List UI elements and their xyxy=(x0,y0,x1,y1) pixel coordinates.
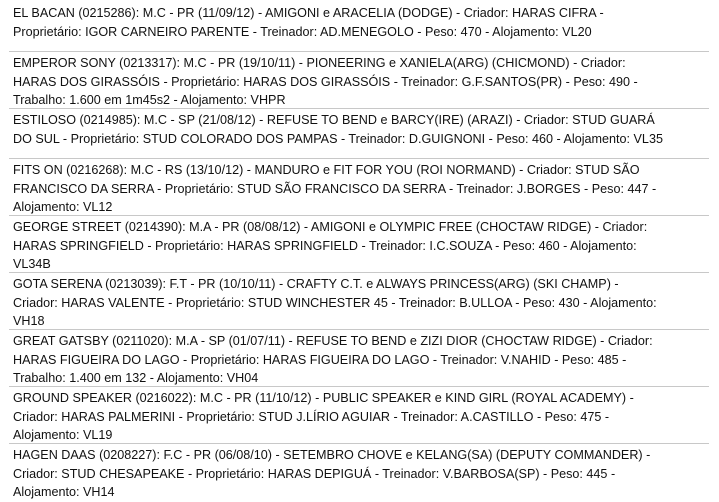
entry-line: EL BACAN (0215286): M.C - PR (11/09/12) - AMIGONI e ARACELIA (DODGE) - Criador: HARAS CIFRA - xyxy=(13,6,604,20)
entry-line: GOTA SERENA (0213039): F.T - PR (10/10/11) - CRAFTY C.T. e ALWAYS PRINCESS(ARG) (SKI CHAMP) - xyxy=(13,277,619,291)
entry-line: Trabalho: 1.600 em 1m45s2 - Alojamento: VHPR xyxy=(13,93,286,107)
entry-line: EMPEROR SONY (0213317): M.C - PR (19/10/11) - PIONEERING e XANIELA(ARG) (CHICMOND) - Criador: xyxy=(13,56,626,70)
entry-fits-on xyxy=(9,159,709,216)
entry-line: ESTILOSO (0214985): M.C - SP (21/08/12) - REFUSE TO BEND e BARCY(IRE) (ARAZI) - Criador: STUD GUARÁ xyxy=(13,113,655,127)
entry-hagen-daas xyxy=(9,444,709,501)
entry-list xyxy=(9,2,709,501)
entry-line: VL34B xyxy=(13,257,51,271)
entry-line: HARAS FIGUEIRA DO LAGO - Proprietário: HARAS FIGUEIRA DO LAGO - Treinador: V.NAHID - Peso: 485 - xyxy=(13,352,627,367)
entry-line: Proprietário: IGOR CARNEIRO PARENTE - Treinador: AD.MENEGOLO - Peso: 470 - Alojamento: VL20 xyxy=(13,24,592,39)
entry-line: HAGEN DAAS (0208227): F.C - PR (06/08/10) - SETEMBRO CHOVE e KELANG(SA) (DEPUTY COMMANDER) - xyxy=(13,448,651,462)
entry-line: HARAS SPRINGFIELD - Proprietário: HARAS SPRINGFIELD - Treinador: I.C.SOUZA - Peso: 460 - Alojamento: xyxy=(13,238,637,253)
entry-el-bacan xyxy=(9,2,709,52)
entry-line: FITS ON (0216268): M.C - RS (13/10/12) - MANDURO e FIT FOR YOU (ROI NORMAND) - Criador: STUD SÃO xyxy=(13,163,640,177)
entry-line: Criador: HARAS VALENTE - Proprietário: STUD WINCHESTER 45 - Treinador: B.ULLOA - Peso: 430 - Alojamento: xyxy=(13,295,657,310)
entry-george-street xyxy=(9,216,709,273)
entry-great-gatsby xyxy=(9,330,709,387)
entry-line: FRANCISCO DA SERRA - Proprietário: STUD SÃO FRANCISCO DA SERRA - Treinador: J.BORGES - Peso: 447 - xyxy=(13,181,657,196)
entry-gota-serena xyxy=(9,273,709,330)
entry-estiloso xyxy=(9,109,709,159)
entry-line: Criador: HARAS PALMERINI - Proprietário: STUD J.LÍRIO AGUIAR - Treinador: A.CASTILLO - Peso: 475 - xyxy=(13,409,610,424)
entry-line: VH18 xyxy=(13,314,45,328)
entry-line: Alojamento: VL19 xyxy=(13,428,113,442)
entry-line: HARAS DOS GIRASSÓIS - Proprietário: HARAS DOS GIRASSÓIS - Treinador: G.F.SANTOS(PR) - Peso: 490 - xyxy=(13,74,638,89)
entry-emperor-sony xyxy=(9,52,709,109)
entry-line: Criador: STUD CHESAPEAKE - Proprietário: HARAS DEPIGUÁ - Treinador: V.BARBOSA(SP) - Peso: 445 - xyxy=(13,466,616,481)
entry-ground-speaker xyxy=(9,387,709,444)
entry-line: GREAT GATSBY (0211020): M.A - SP (01/07/11) - REFUSE TO BEND e ZIZI DIOR (CHOCTAW RIDGE) - Criador: xyxy=(13,334,653,348)
entry-line: Alojamento: VL12 xyxy=(13,200,113,214)
entry-line: GEORGE STREET (0214390): M.A - PR (08/08/12) - AMIGONI e OLYMPIC FREE (CHOCTAW RIDGE) - Criador: xyxy=(13,220,648,234)
entry-line: DO SUL - Proprietário: STUD COLORADO DOS PAMPAS - Treinador: D.GUIGNONI - Peso: 460 - Alojamento: VL35 xyxy=(13,131,663,146)
entry-line: Trabalho: 1.400 em 132 - Alojamento: VH04 xyxy=(13,371,259,385)
entry-line: GROUND SPEAKER (0216022): M.C - PR (11/10/12) - PUBLIC SPEAKER e KIND GIRL (ROYAL ACADEMY) - xyxy=(13,391,634,405)
entry-line: Alojamento: VH14 xyxy=(13,485,115,499)
